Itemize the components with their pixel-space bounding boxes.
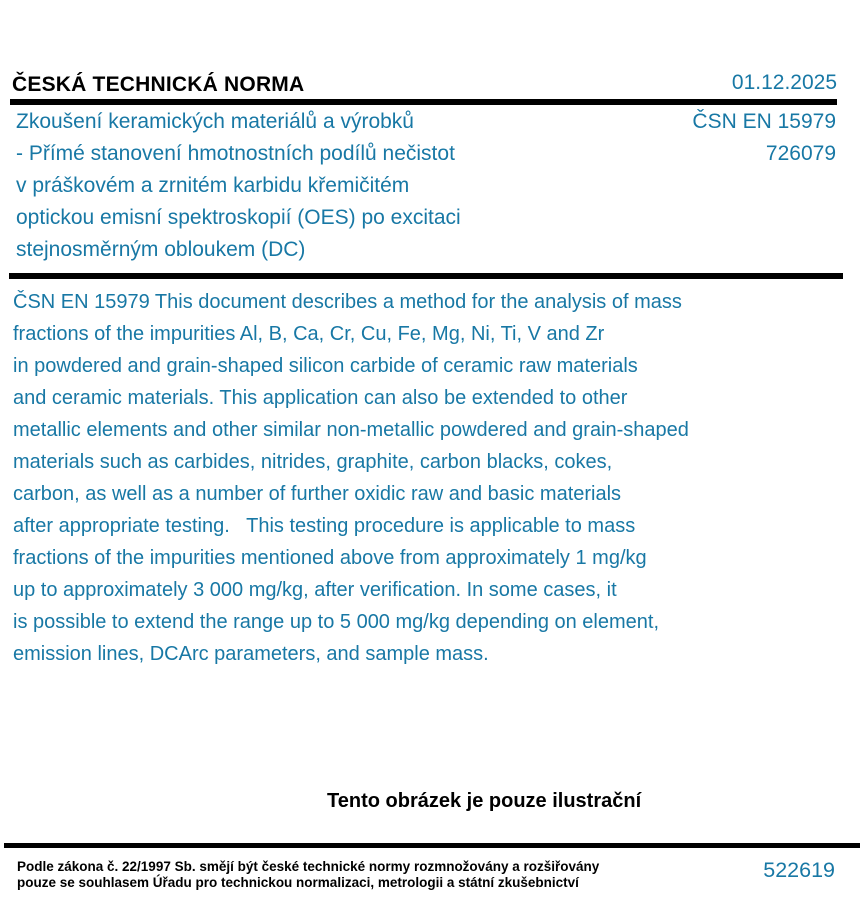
abstract-line: is possible to extend the range up to 5 000 mg/kg depending on element, (13, 611, 660, 633)
abstract-line: after appropriate testing. This testing procedure is applicable to mass (13, 515, 636, 537)
abstract-line: and ceramic materials. This application can also be extended to other (13, 387, 628, 409)
abstract-line: carbon, as well as a number of further oxidic raw and basic materials (13, 483, 622, 505)
abstract-line: materials such as carbides, nitrides, graphite, carbon blacks, cokes, (13, 451, 613, 473)
standard-title-line: v práškovém a zrnitém karbidu křemičitém (16, 174, 410, 197)
abstract-line: up to approximately 3 000 mg/kg, after verification. In some cases, it (13, 579, 617, 601)
standard-code: ČSN EN 15979 (692, 110, 836, 133)
standard-title-line: - Přímé stanovení hmotnostních podílů nečistot (16, 142, 455, 165)
abstract-line: emission lines, DCArc parameters, and sample mass. (13, 643, 489, 665)
class-code: 726079 (765, 142, 836, 165)
abstract-line: in powdered and grain-shaped silicon carbide of ceramic raw materials (13, 355, 638, 377)
title-divider-rule (9, 273, 843, 279)
abstract-line: fractions of the impurities Al, B, Ca, Cr, Cu, Fe, Mg, Ni, Ti, V and Zr (13, 323, 605, 345)
header-divider-rule (10, 99, 837, 105)
abstract-line: fractions of the impurities mentioned above from approximately 1 mg/kg (13, 547, 647, 569)
footer-legal-notice (17, 859, 599, 891)
standard-code-block (692, 106, 836, 170)
issue-date: 01.12.2025 (731, 71, 837, 94)
page-title: ČESKÁ TECHNICKÁ NORMA (12, 73, 305, 96)
standard-title-line: optickou emisní spektroskopií (OES) po excitaci (16, 206, 461, 229)
footer-divider-rule (4, 843, 860, 848)
document-number: 522619 (763, 858, 835, 882)
abstract-line: metallic elements and other similar non-metallic powdered and grain-shaped (13, 419, 689, 441)
abstract-line: ČSN EN 15979 This document describes a method for the analysis of mass (13, 291, 682, 313)
illustration-disclaimer: Tento obrázek je pouze ilustrační (327, 790, 642, 812)
abstract-text (13, 286, 689, 670)
standard-title-block (16, 106, 461, 266)
footer-legal-line: pouze se souhlasem Úřadu pro technickou normalizaci, metrologii a státní zkušebnictví (17, 875, 579, 890)
standard-title-line: stejnosměrným obloukem (DC) (16, 238, 306, 261)
standard-title-line: Zkoušení keramických materiálů a výrobků (16, 110, 414, 133)
footer-legal-line: Podle zákona č. 22/1997 Sb. smějí být české technické normy rozmnožovány a rozšiřovány (17, 859, 600, 874)
